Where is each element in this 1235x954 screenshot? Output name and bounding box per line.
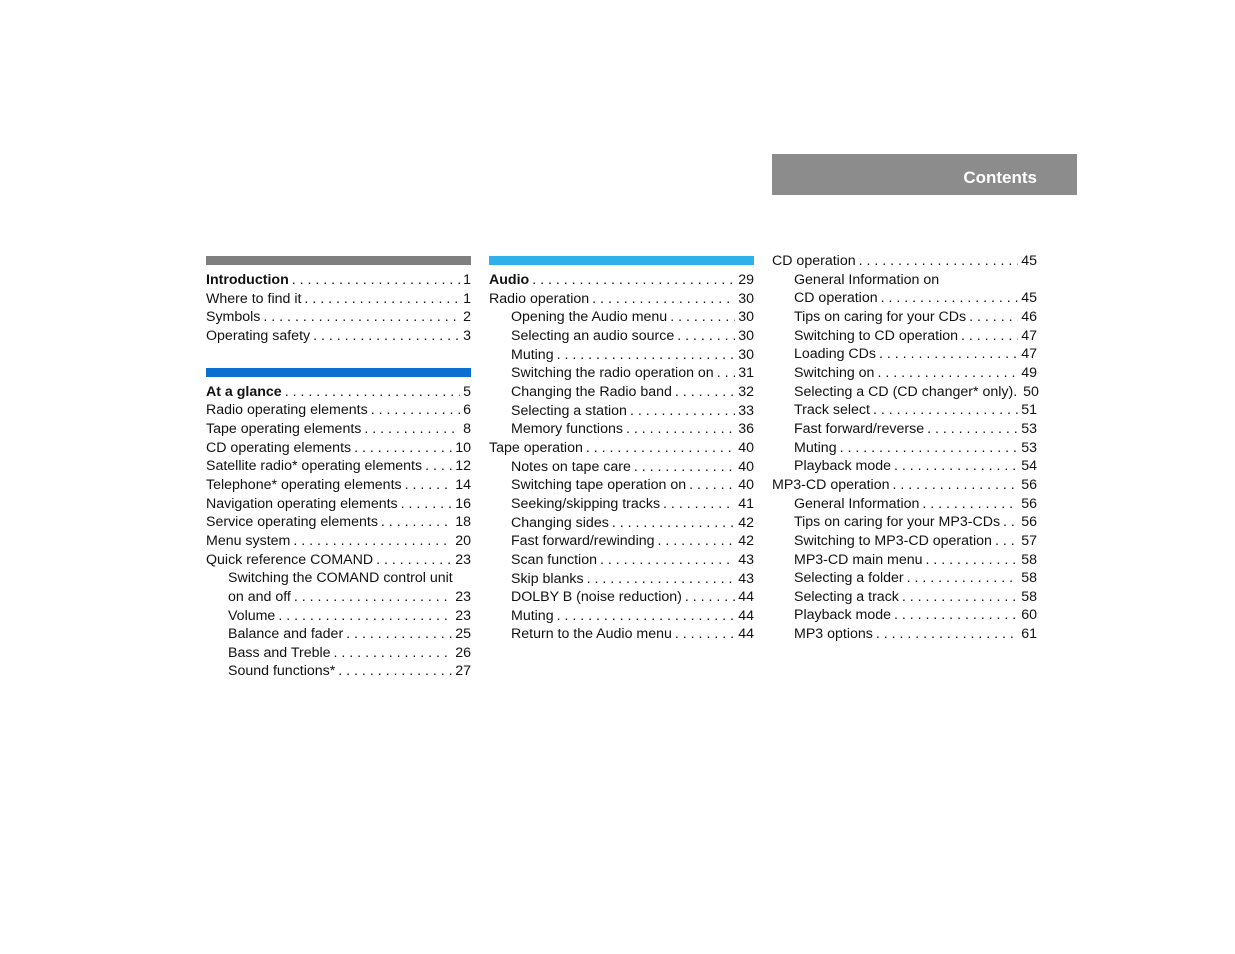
toc-entry[interactable] — [206, 327, 471, 346]
toc-entry[interactable] — [489, 308, 754, 327]
toc-entry[interactable] — [206, 569, 471, 588]
dot-leader — [894, 457, 1018, 476]
toc-entry-page: 56 — [1021, 495, 1037, 512]
toc-entry[interactable] — [489, 383, 754, 402]
toc-entry-page: 58 — [1021, 551, 1037, 568]
toc-entry-page: 8 — [463, 420, 471, 437]
dot-leader — [371, 401, 460, 420]
dot-leader — [401, 495, 453, 514]
toc-entry[interactable] — [772, 532, 1037, 551]
dot-leader — [922, 495, 1018, 514]
toc-entry-page: 16 — [455, 495, 471, 512]
toc-entry-page: 23 — [455, 607, 471, 624]
toc-entry[interactable] — [206, 476, 471, 495]
toc-entry-title: General Information — [794, 495, 920, 512]
toc-entry[interactable] — [489, 346, 754, 365]
toc-entry-title: Return to the Audio menu — [511, 626, 672, 643]
dot-leader — [293, 532, 452, 551]
dot-leader — [557, 607, 736, 626]
dot-leader — [285, 383, 460, 402]
toc-entry-title: CD operation — [794, 290, 878, 307]
toc-entry[interactable] — [206, 495, 471, 514]
dot-leader — [346, 625, 452, 644]
toc-entry[interactable] — [489, 290, 754, 309]
toc-entry-title: Switching tape operation on — [511, 477, 687, 494]
dot-leader — [969, 308, 1018, 327]
toc-entry-page: 6 — [463, 402, 471, 419]
toc-entry-page: 3 — [463, 327, 471, 344]
toc-entry-title: Fast forward/reverse — [794, 420, 925, 437]
toc-entry-page: 12 — [455, 458, 471, 475]
toc-entry[interactable] — [772, 625, 1037, 644]
dot-leader — [907, 569, 1019, 588]
toc-entry[interactable] — [772, 457, 1037, 476]
contents-title: Contents — [963, 168, 1037, 187]
toc-entry[interactable] — [772, 420, 1037, 439]
toc-entry-page: 47 — [1021, 346, 1037, 363]
toc-entry-page: 31 — [738, 365, 754, 382]
toc-entry-page: 18 — [455, 514, 471, 531]
dot-leader — [587, 570, 736, 589]
toc-entry[interactable] — [772, 606, 1037, 625]
toc-entry[interactable] — [206, 308, 471, 327]
dot-leader — [586, 439, 735, 458]
toc-entry[interactable] — [489, 607, 754, 626]
contents-header — [772, 154, 1077, 195]
toc-entry-title: Muting — [511, 607, 554, 624]
at-a-glance-section — [206, 383, 471, 682]
toc-entry-page: 61 — [1021, 626, 1037, 643]
toc-entry-title: Switching to MP3-CD operation — [794, 532, 992, 549]
dot-leader — [677, 327, 735, 346]
dot-leader — [879, 345, 1018, 364]
toc-entry-title: Radio operating elements — [206, 402, 368, 419]
toc-entry-title: Navigation operating elements — [206, 495, 398, 512]
dot-leader — [877, 364, 1018, 383]
toc-entry-title: Muting — [794, 439, 837, 456]
toc-entry-page: 30 — [738, 327, 754, 344]
toc-entry-page: 53 — [1021, 420, 1037, 437]
toc-entry-title: Tips on caring for your CDs — [794, 308, 967, 325]
toc-entry-title: Seeking/skipping tracks — [511, 495, 661, 512]
toc-entry-page: 1 — [463, 290, 471, 307]
toc-entry[interactable] — [206, 271, 471, 290]
toc-entry-page: 42 — [738, 514, 754, 531]
toc-entry-page: 44 — [738, 626, 754, 643]
dot-leader — [313, 327, 460, 346]
at-a-glance-section-bar — [206, 368, 471, 377]
toc-entry-title: Selecting a station — [511, 402, 627, 419]
toc-entry-title: on and off — [228, 588, 291, 605]
toc-entry-title: Muting — [511, 346, 554, 363]
dot-leader — [304, 290, 460, 309]
dot-leader — [532, 271, 735, 290]
introduction-section-bar — [206, 256, 471, 265]
toc-entry-page: 51 — [1021, 402, 1037, 419]
toc-entry-title: Satellite radio* operating elements — [206, 458, 423, 475]
dot-leader — [894, 606, 1018, 625]
dot-leader — [926, 551, 1019, 570]
toc-entry[interactable] — [206, 401, 471, 420]
toc-entry-title: Switching the COMAND control unit — [228, 570, 453, 587]
toc-entry-page: 1 — [463, 272, 471, 288]
dot-leader — [592, 290, 735, 309]
dot-leader — [364, 420, 460, 439]
toc-entry-title: Switching to CD operation — [794, 327, 959, 344]
toc-entry[interactable] — [772, 289, 1037, 308]
toc-entry-title: Notes on tape care — [511, 458, 631, 475]
toc-entry-title: Switching the radio operation on — [511, 365, 714, 382]
toc-entry-title: Balance and fader — [228, 626, 344, 643]
toc-entry-page: 60 — [1021, 607, 1037, 624]
dot-leader — [338, 662, 452, 681]
toc-entry-title: Audio — [489, 272, 530, 288]
dot-leader — [893, 476, 1019, 495]
toc-entry[interactable] — [206, 607, 471, 626]
dot-leader — [873, 401, 1018, 420]
toc-entry-title: Service operating elements — [206, 514, 378, 531]
toc-entry-title: Playback mode — [794, 458, 891, 475]
toc-entry-page: 41 — [738, 495, 754, 512]
toc-entry-title: Menu system — [206, 532, 291, 549]
toc-entry[interactable] — [206, 662, 471, 681]
toc-entry-page: 57 — [1021, 532, 1037, 549]
toc-entry[interactable] — [772, 327, 1037, 346]
toc-entry-page: 43 — [738, 570, 754, 587]
toc-entry[interactable] — [772, 513, 1037, 532]
toc-entry[interactable] — [206, 644, 471, 663]
dot-leader — [425, 457, 452, 476]
dot-leader — [876, 625, 1018, 644]
toc-entry-title: Selecting an audio source — [511, 327, 675, 344]
toc-entry[interactable] — [489, 439, 754, 458]
toc-entry-title: Tape operating elements — [206, 420, 362, 437]
toc-entry-title: Volume — [228, 607, 276, 624]
toc-entry-title: Memory functions — [511, 421, 623, 438]
toc-entry-title: Changing the Radio band — [511, 383, 672, 400]
toc-entry-page: 27 — [455, 663, 471, 680]
audio-section — [489, 271, 754, 644]
toc-entry[interactable] — [489, 271, 754, 290]
toc-entry-title: Playback mode — [794, 607, 891, 624]
dot-leader — [675, 625, 735, 644]
toc-entry-title: Scan function — [511, 551, 597, 568]
toc-entry[interactable] — [489, 588, 754, 607]
toc-entry-page: 45 — [1021, 290, 1037, 307]
toc-entry-title: Introduction — [206, 272, 289, 288]
toc-entry-page: 53 — [1021, 439, 1037, 456]
toc-entry-title: MP3-CD main menu — [794, 551, 923, 568]
toc-entry-page: 43 — [738, 551, 754, 568]
toc-entry-page: 30 — [738, 290, 754, 307]
dot-leader — [663, 495, 735, 514]
toc-entry-title: Bass and Treble — [228, 644, 331, 661]
dot-leader — [626, 420, 735, 439]
dot-leader — [263, 308, 460, 327]
toc-entry-page: 50 — [1023, 383, 1039, 400]
toc-entry[interactable] — [489, 327, 754, 346]
toc-entry[interactable] — [772, 476, 1037, 495]
toc-entry[interactable] — [206, 532, 471, 551]
dot-leader — [557, 346, 736, 365]
toc-column-2 — [489, 256, 754, 644]
toc-entry-page: 36 — [738, 421, 754, 438]
dot-leader — [381, 513, 452, 532]
dot-leader — [717, 364, 736, 383]
toc-entry[interactable] — [772, 551, 1037, 570]
toc-entry[interactable] — [206, 383, 471, 402]
toc-entry-page: 26 — [455, 644, 471, 661]
toc-entry-page: 30 — [738, 346, 754, 363]
toc-entry-title: Tape operation — [489, 439, 583, 456]
toc-entry-page: 44 — [738, 607, 754, 624]
toc-entry-title: Selecting a folder — [794, 570, 904, 587]
toc-entry-page: 42 — [738, 533, 754, 550]
toc-entry-title: Quick reference COMAND — [206, 551, 374, 568]
toc-entry-page: 56 — [1021, 514, 1037, 531]
toc-entry-title: Switching on — [794, 364, 875, 381]
toc-entry-page: 29 — [738, 272, 754, 288]
toc-entry-title: Selecting a CD (CD changer* only). — [794, 383, 1018, 400]
toc-entry[interactable] — [489, 514, 754, 533]
dot-leader — [600, 551, 735, 570]
cd-section — [772, 252, 1037, 644]
toc-entry[interactable] — [206, 457, 471, 476]
toc-column-1 — [206, 256, 471, 681]
toc-entry-page: 44 — [738, 589, 754, 606]
toc-entry[interactable] — [772, 271, 1037, 290]
toc-entry-title: Fast forward/rewinding — [511, 533, 655, 550]
dot-leader — [685, 588, 735, 607]
dot-leader — [961, 327, 1018, 346]
toc-entry-title: General Information on — [794, 271, 940, 288]
toc-entry[interactable] — [489, 570, 754, 589]
toc-entry-page: 45 — [1021, 253, 1037, 269]
toc-entry[interactable] — [489, 625, 754, 644]
toc-entry-page: 14 — [455, 476, 471, 493]
dot-leader — [612, 514, 735, 533]
toc-entry-page: 40 — [738, 477, 754, 494]
toc-entry-title: Telephone* operating elements — [206, 476, 402, 493]
toc-entry[interactable] — [206, 420, 471, 439]
toc-entry[interactable] — [206, 625, 471, 644]
toc-entry-page: 23 — [455, 551, 471, 568]
toc-entry-title: Selecting a track — [794, 588, 899, 605]
toc-entry[interactable] — [772, 383, 1037, 402]
toc-entry-title: Operating safety — [206, 327, 311, 344]
toc-entry-page: 58 — [1021, 570, 1037, 587]
toc-entry-title: Where to find it — [206, 290, 302, 307]
toc-column-3 — [772, 252, 1037, 644]
toc-entry-page: 10 — [455, 439, 471, 456]
toc-entry-page: 5 — [463, 383, 471, 400]
toc-entry[interactable] — [489, 551, 754, 570]
toc-entry-page: 54 — [1021, 458, 1037, 475]
toc-entry[interactable] — [489, 495, 754, 514]
toc-entry[interactable] — [772, 345, 1037, 364]
toc-entry-title: At a glance — [206, 383, 282, 400]
toc-entry-title: Skip blanks — [511, 570, 584, 587]
dot-leader — [292, 271, 460, 290]
toc-entry-page: 2 — [463, 309, 471, 326]
toc-entry-page: 49 — [1021, 364, 1037, 381]
toc-entry[interactable] — [489, 532, 754, 551]
toc-entry[interactable] — [772, 308, 1037, 327]
toc-entry-title: Symbols — [206, 309, 261, 326]
dot-leader — [334, 644, 453, 663]
toc-entry-title: Loading CDs — [794, 346, 877, 363]
toc-entry-title: CD operating elements — [206, 439, 352, 456]
dot-leader — [294, 588, 452, 607]
toc-entry-title: CD operation — [772, 253, 856, 269]
toc-entry-page: 56 — [1021, 476, 1037, 493]
dot-leader — [630, 402, 735, 421]
dot-leader — [859, 252, 1019, 271]
toc-entry-title: Opening the Audio menu — [511, 309, 668, 326]
toc-entry-page: 32 — [738, 383, 754, 400]
audio-section-bar — [489, 256, 754, 265]
toc-entry[interactable] — [206, 439, 471, 458]
toc-entry[interactable] — [772, 495, 1037, 514]
dot-leader — [658, 532, 736, 551]
dot-leader — [927, 420, 1018, 439]
toc-entry-page: 40 — [738, 439, 754, 456]
dot-leader — [634, 458, 735, 477]
toc-entry[interactable] — [772, 252, 1037, 271]
dot-leader — [1003, 513, 1018, 532]
toc-entry-title: Tips on caring for your MP3-CDs — [794, 514, 1001, 531]
toc-entry-title: MP3-CD operation — [772, 476, 890, 493]
introduction-section — [206, 271, 471, 346]
toc-entry[interactable] — [772, 364, 1037, 383]
dot-leader — [675, 383, 735, 402]
toc-entry[interactable] — [489, 458, 754, 477]
toc-entry-page: 23 — [455, 588, 471, 605]
toc-entry[interactable] — [489, 402, 754, 421]
dot-leader — [354, 439, 452, 458]
toc-entry[interactable] — [206, 290, 471, 309]
toc-entry[interactable] — [772, 588, 1037, 607]
dot-leader — [278, 607, 452, 626]
toc-entry[interactable] — [772, 401, 1037, 420]
dot-leader — [670, 308, 735, 327]
toc-entry-title: MP3 options — [794, 626, 873, 643]
toc-entry[interactable] — [772, 569, 1037, 588]
toc-entry-page: 33 — [738, 402, 754, 419]
toc-entry-page: 47 — [1021, 327, 1037, 344]
dot-leader — [405, 476, 453, 495]
toc-entry-title: Track select — [794, 402, 870, 419]
dot-leader — [902, 588, 1018, 607]
toc-entry[interactable] — [772, 439, 1037, 458]
dot-leader — [881, 289, 1019, 308]
toc-entry[interactable] — [206, 551, 471, 570]
toc-entry[interactable] — [489, 364, 754, 383]
toc-entry[interactable] — [489, 476, 754, 495]
toc-entry-page: 20 — [455, 532, 471, 549]
dot-leader — [689, 476, 735, 495]
dot-leader — [376, 551, 452, 570]
dot-leader — [995, 532, 1018, 551]
toc-entry-page: 30 — [738, 309, 754, 326]
toc-entry[interactable] — [206, 588, 471, 607]
toc-entry-title: Sound functions* — [228, 663, 336, 680]
toc-entry-page: 58 — [1021, 588, 1037, 605]
dot-leader — [840, 439, 1019, 458]
toc-entry-title: DOLBY B (noise reduction) — [511, 589, 682, 606]
toc-entry-page: 46 — [1021, 308, 1037, 325]
toc-entry-title: Changing sides — [511, 514, 609, 531]
toc-entry[interactable] — [206, 513, 471, 532]
toc-entry-page: 40 — [738, 458, 754, 475]
toc-entry[interactable] — [489, 420, 754, 439]
toc-entry-page: 25 — [455, 626, 471, 643]
toc-entry-title: Radio operation — [489, 290, 590, 307]
